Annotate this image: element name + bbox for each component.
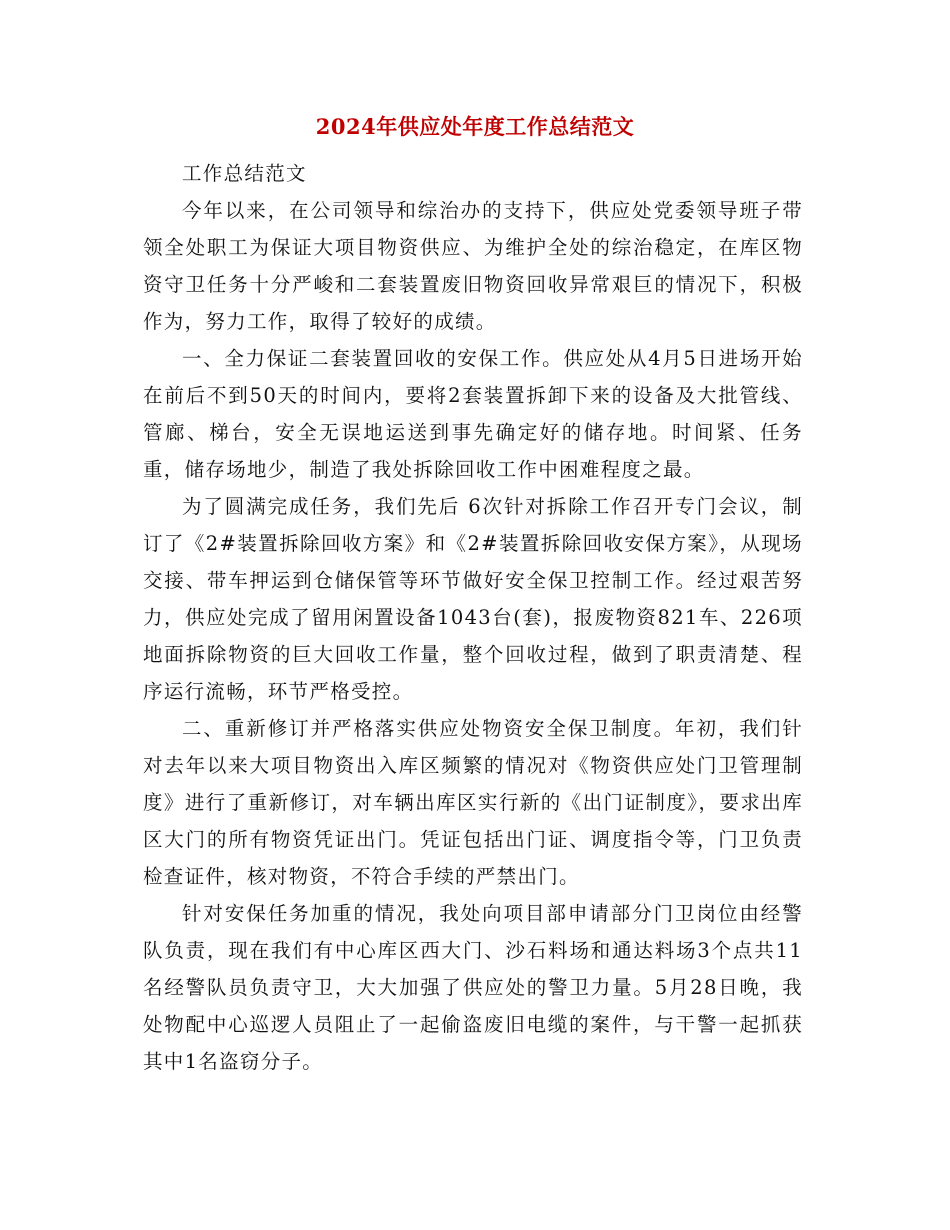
paragraph-section-one: 一、全力保证二套装置回收的安保工作。供应处从4月5日进场开始在前后不到50天的时间内，要将2套装置拆卸下来的设备及大批管线、管廊、梯台，安全无误地运送到事先确定好的储存地。时间紧、任务重，储存场地少，制造了我处拆除回收工作中困难程度之最。 [143,347,803,481]
paragraph-section-one-detail: 为了圆满完成任务，我们先后 6次针对拆除工作召开专门会议，制订了《2#装置拆除回收方案》和《2#装置拆除回收安保方案》，从现场交接、带车押运到仓储保管等环节做好安全保卫控制工作。经过艰苦努力，供应处完成了留用闲置设备1043台(套)，报废物资821车、226项地面拆除物资的巨大回收工作量，整个回收过程，做到了职责清楚、程序运行流畅，环节严格受控。 [143,495,803,703]
paragraph-intro: 今年以来，在公司领导和综治办的支持下，供应处党委领导班子带领全处职工为保证大项目物资供应、为维护全处的综治稳定，在库区物资守卫任务十分严峻和二套装置废旧物资回收异常艰巨的情况下，积极作为，努力工作，取得了较好的成绩。 [143,199,803,333]
document-body [143,155,803,1080]
document-title: 2024年供应处年度工作总结范文 [315,114,635,139]
paragraph-subtitle: 工作总结范文 [182,162,307,185]
paragraph-section-two-detail: 针对安保任务加重的情况，我处向项目部申请部分门卫岗位由经警队负责，现在我们有中心库区西大门、沙石料场和通达料场3个点共11名经警队员负责守卫，大大加强了供应处的警卫力量。5月28日晚，我处物配中心巡逻人员阻止了一起偷盗废旧电缆的案件，与干警一起抓获其中1名盗窃分子。 [143,902,803,1073]
paragraph-section-two: 二、重新修订并严格落实供应处物资安全保卫制度。年初，我们针对去年以来大项目物资出入库区频繁的情况对《物资供应处门卫管理制度》进行了重新修订，对车辆出库区实行新的《出门证制度》，要求出库区大门的所有物资凭证出门。凭证包括出门证、调度指令等，门卫负责检查证件，核对物资，不符合手续的严禁出门。 [143,717,803,888]
